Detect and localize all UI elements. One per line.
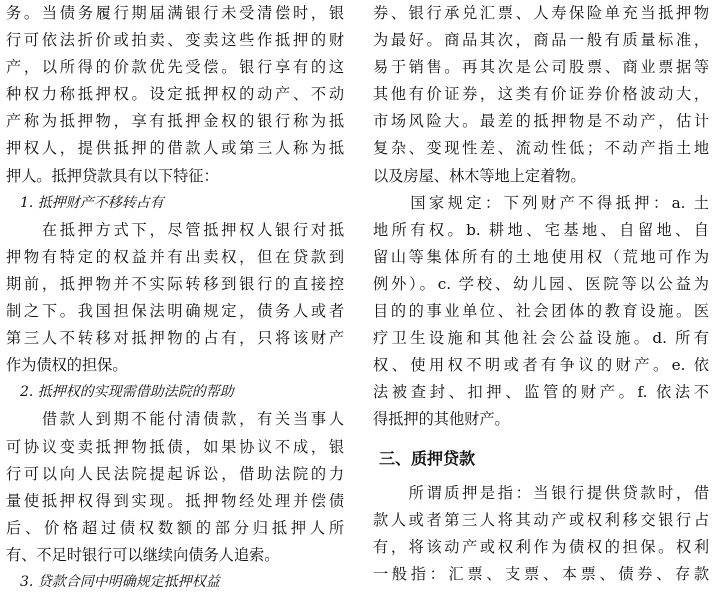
text-line: 在抵押方式下，尽管抵押权人银行对抵 bbox=[6, 220, 344, 239]
text-line: 法被查封、扣押、监管的财产。f. 依法不 bbox=[373, 383, 709, 402]
text-line: 一般指：汇票、支票、本票、债券、存款 bbox=[373, 564, 709, 583]
text-line: 复杂、变现性差、流动性低；不动产指土地 bbox=[373, 139, 709, 158]
right-paragraph-2 bbox=[373, 190, 709, 434]
text-line: 券、银行承兑汇票、人寿保险单充当抵押物 bbox=[373, 4, 709, 22]
left-intro-paragraph bbox=[6, 0, 344, 190]
section-title: 三、质押贷款 bbox=[379, 448, 476, 468]
text-line: 疗卫生设施和其他社会公益设施。d. 所有 bbox=[373, 329, 709, 348]
subheading-1: 1. 抵押财产不移转占有 bbox=[6, 194, 164, 211]
text-line: 量使抵押权得到实现。抵押物经处理并偿债 bbox=[6, 491, 344, 510]
text-line: 借款人到期不能付清债款，有关当事人 bbox=[6, 410, 344, 429]
left-column bbox=[6, 0, 344, 596]
text-line: 地所有权。b. 耕地、宅基地、自留地、自 bbox=[373, 220, 709, 239]
text-line: 行可依法折价或拍卖、变卖这些作抵押的财 bbox=[6, 31, 344, 50]
subheading-3: 3. 贷款合同中明确规定抵押权益 bbox=[6, 573, 220, 590]
text-line: 有、不足时银行可以继续向债务人追索。 bbox=[6, 545, 280, 564]
text-line: 作为债权的担保。 bbox=[6, 356, 128, 375]
text-line: 可协议变卖抵押物抵债，如果协议不成，银 bbox=[6, 437, 344, 456]
text-line: 所谓质押是指：当银行提供贷款时，借 bbox=[373, 483, 709, 502]
text-line: 国家规定：下列财产不得抵押：a. 土 bbox=[373, 193, 709, 212]
text-line: 目的的事业单位、社会团体的教育设施。医 bbox=[373, 302, 709, 321]
text-line: 其他有价证券，这类有价证券价格波动大， bbox=[373, 85, 709, 104]
text-line: 为最好。商品其次，商品一般有质量标准， bbox=[373, 31, 709, 50]
text-line: 押物有特定的权益并有出卖权，但在贷款到 bbox=[6, 247, 344, 266]
right-column bbox=[373, 0, 709, 588]
left-paragraph-1 bbox=[6, 217, 344, 380]
text-line: 留山等集体所有的土地使用权（荒地可作为 bbox=[373, 247, 709, 266]
text-line: 制之下。我国担保法明确规定，债务人或者 bbox=[6, 302, 344, 321]
text-line: 种权力称抵押权。设定抵押权的动产、不动 bbox=[6, 85, 344, 104]
text-line: 以及房屋、林木等地上定着物。 bbox=[373, 166, 586, 185]
text-line: 有，将该动产或权利作为债权的担保。权利 bbox=[373, 537, 709, 556]
text-line: 务。当债务履行期届满银行未受清偿时，银 bbox=[6, 4, 344, 22]
right-paragraph-1 bbox=[373, 0, 709, 190]
text-line: 期前，抵押物并不实际转移到银行的直接控 bbox=[6, 274, 344, 293]
text-line: 市场风险大。最差的抵押物是不动产，估计 bbox=[373, 112, 709, 131]
text-line: 押权人，提供抵押的借款人或第三人称为抵 bbox=[6, 139, 344, 158]
text-line: 押人。抵押贷款具有以下特征： bbox=[6, 166, 219, 185]
text-line: 权、使用权不明或者有争议的财产。e. 依 bbox=[373, 356, 709, 375]
text-line: 行可以向人民法院提起诉讼，借助法院的力 bbox=[6, 464, 344, 483]
subheading-2: 2. 抵押权的实现需借助法院的帮助 bbox=[6, 384, 234, 401]
left-paragraph-2 bbox=[6, 406, 344, 569]
text-line: 例外）。c. 学校、幼儿园、医院等以公益为 bbox=[373, 274, 709, 293]
text-line: 第三人不转移对抵押物的占有，只将该财产 bbox=[6, 329, 344, 348]
text-line: 款人或者第三人将其动产或权利移交银行占 bbox=[373, 510, 709, 529]
right-paragraph-3 bbox=[373, 480, 709, 588]
text-line: 得抵押的其他财产。 bbox=[373, 410, 510, 429]
text-line: 产，以所得的价款优先受偿。银行享有的这 bbox=[6, 58, 344, 77]
text-line: 产称为抵押物，享有抵押金权的银行称为抵 bbox=[6, 112, 344, 131]
text-line: 后、价格超过债权数额的部分归抵押人所 bbox=[6, 518, 344, 537]
text-line: 易于销售。再其次是公司股票、商业票据等 bbox=[373, 58, 709, 77]
